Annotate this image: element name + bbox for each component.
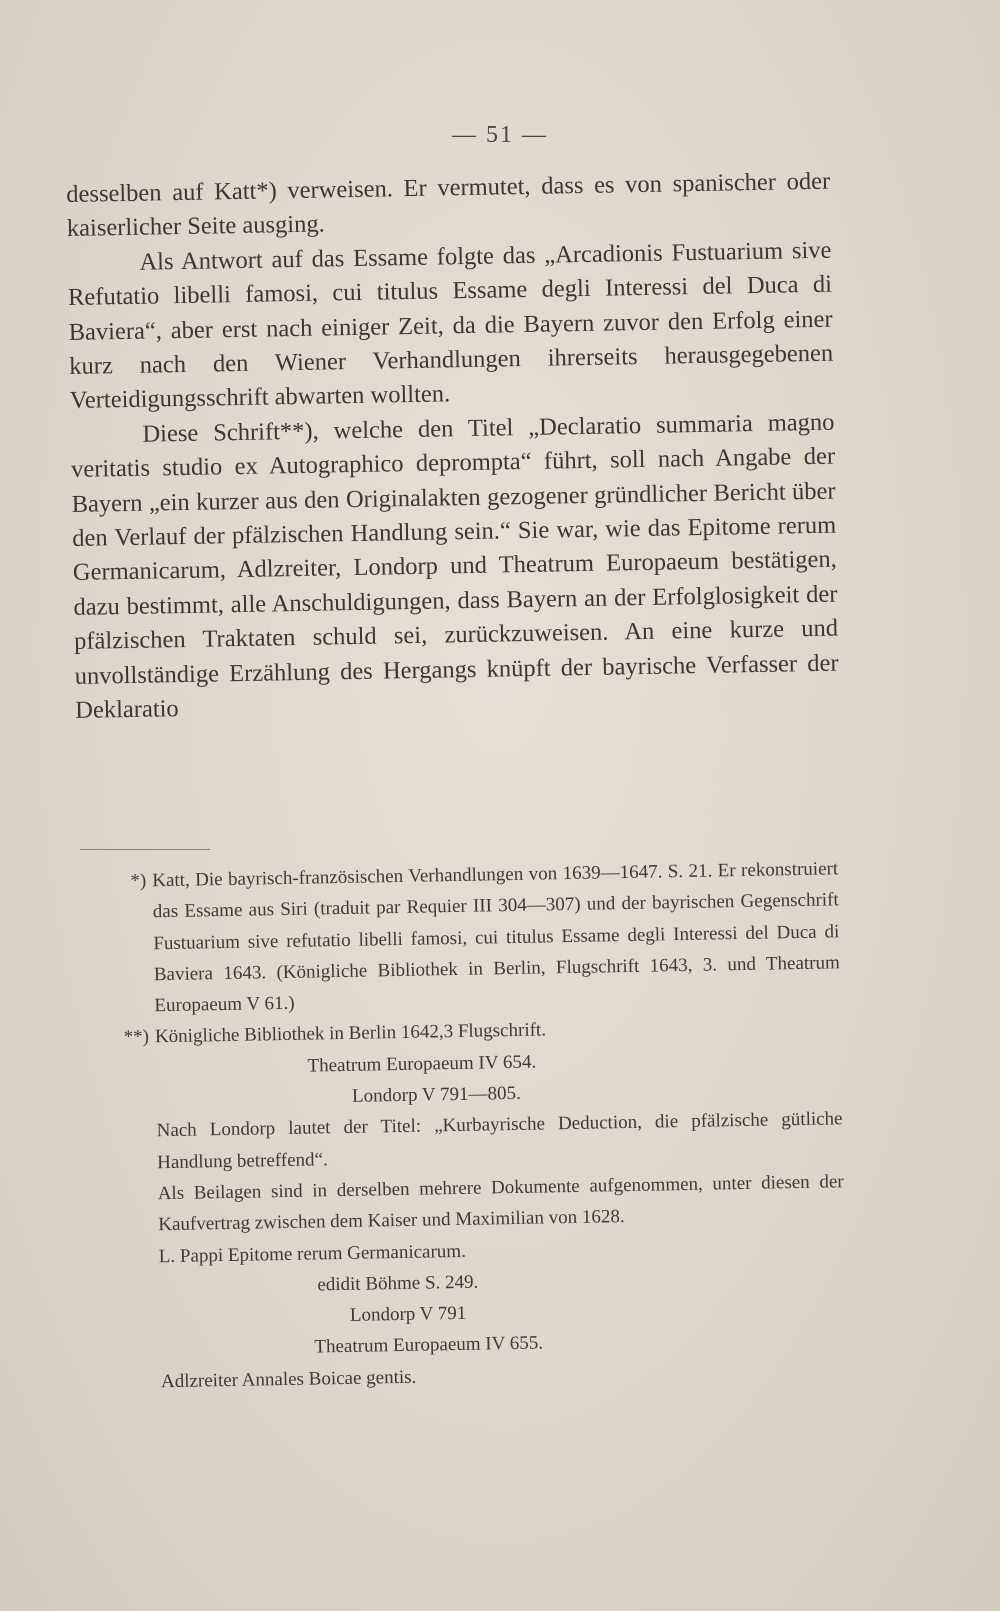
footnote-2-para-1: Nach Londorp lautet der Titel: „Kurbayrische Deduction, die pfälzische gütliche Handlung betreffend“. [156,1108,843,1173]
footnote-2-line-6: Londorp V 791 [349,1303,467,1327]
footnote-2-para-2: Als Beilagen sind in derselben mehrere Dokumente aufgenommen, unter diesen der Kaufvertrag zwischen dem Kaiser und Maximilian von 1628. [157,1171,844,1236]
footnote-1-mark: *) [130,870,147,892]
page-number: — 51 — [452,122,548,148]
footnote-2-line-7: Theatrum Europaeum IV 655. [314,1332,544,1358]
footnote-2-mark: **) [123,1026,150,1049]
paragraph-2: Als Antwort auf das Essame folgte das „Arcadionis Fustuarium sive Refutatio libelli famosi, cui titulus Essame degli Interessi del Duca di Baviera“, aber erst nach einiger Zeit, da die Bayern zuvor den Erfolg einer kurz nach den Wiener Verhandlungen ihrerseits herausgegebenen Verteidigungsschrift abwarten wollten. [67,236,834,415]
paragraph-1: desselben auf Katt*) verweisen. Er vermutet, dass es von spanischer oder kaiserlicher Seite ausging. [66,167,831,243]
footnote-2-line-5: edidit Böhme S. 249. [317,1271,479,1296]
main-text [66,165,839,729]
footnote-2-line-4: L. Pappi Epitome rerum Germanicarum. [158,1240,467,1267]
footnote-2-line-3: Londorp V 791—805. [351,1082,521,1107]
footnote-1 [110,853,841,1022]
footnote-2-line-1: Königliche Bibliothek in Berlin 1642,3 Flugschrift. [154,1019,547,1048]
footnote-2-line-2: Theatrum Europaeum IV 654. [307,1051,537,1077]
footnote-separator [80,849,210,850]
footnote-1-text: Katt, Die bayrisch-französischen Verhandlungen von 1639—1647. S. 21. Er rekonstruiert das Essame aus Siri (traduit par Requier III 304—307) und der bayrischen Gegenschrift Fustuarium sive refutatio libelli famosi, cui titulus Essame degli Interessi del Duca di Baviera 1643. (Königliche Bibliothek in Berlin, Flugschrift 1643, 3. und Theatrum Europaeum V 61.) [152,858,840,1017]
footnote-2-line-8: Adlzreiter Annales Boicae gentis. [160,1366,417,1392]
paragraph-3: Diese Schrift**), welche den Titel „Declaratio summaria magno veritatis studio ex Autographico deprompta“ führt, soll nach Angabe der Bayern „ein kurzer aus den Originalakten gezogener gründlicher Bericht über den Verlauf der pfälzischen Handlung sein.“ Sie war, wie das Epitome rerum Germanicarum, Adlzreiter, Londorp und Theatrum Europaeum bestätigen, dazu bestimmt, alle Anschuldigungen, dass Bayern an der Erfolglosigkeit der pfälzischen Traktaten schuld sei, zurückzuweisen. An eine kurze und unvollständige Erzählung des Hergangs knüpft der bayrische Verfasser der Deklaratio [70,408,839,725]
footnotes [110,853,847,1398]
